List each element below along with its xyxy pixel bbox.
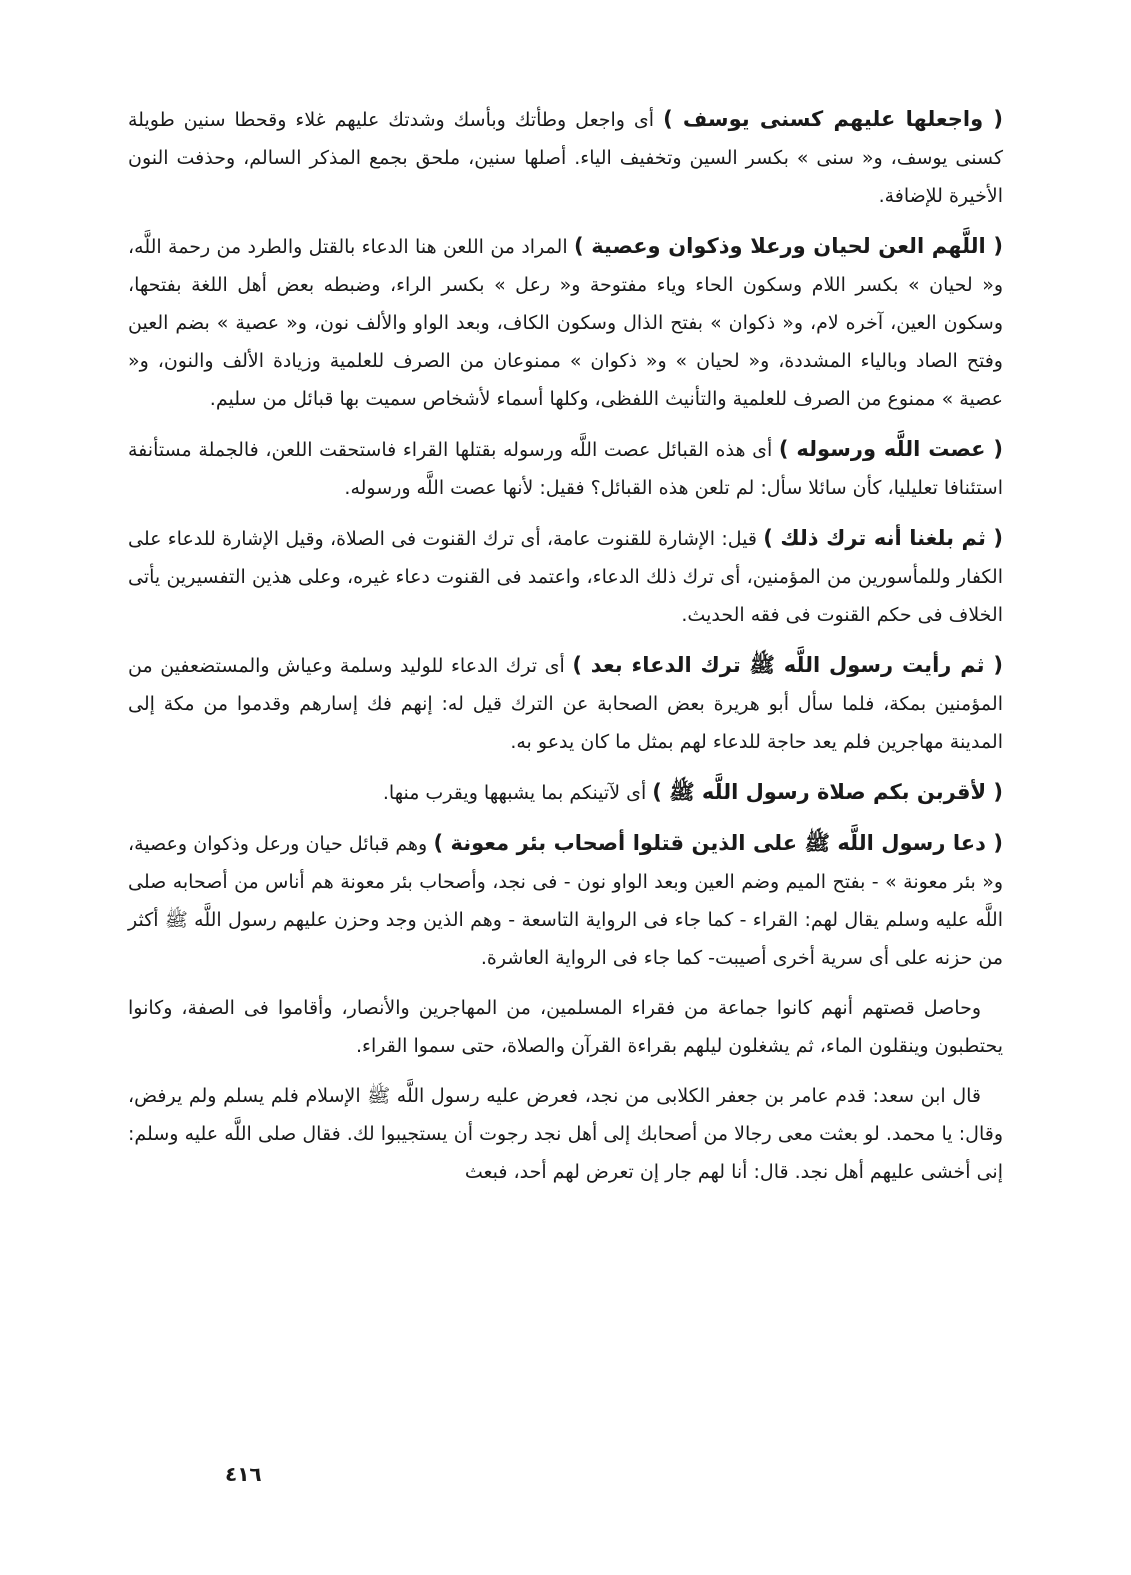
paragraph-heading: ( اللَّهم العن لحيان ورعلا وذكوان وعصية ) bbox=[573, 234, 1003, 258]
paragraph-text: أى لآتينكم بما يشبهها ويقرب منها. bbox=[382, 782, 653, 804]
paragraph-3 bbox=[128, 430, 1003, 507]
paragraph-text: أى واجعل وطأتك وبأسك وشدتك عليهم غلاء وقحطا سنين طويلة كسنى يوسف، و« سنى » بكسر السين وتخفيف الياء. أصلها سنين، ملحق بجمع المذكر السالم، وحذفت النون الأخيرة للإضافة. bbox=[128, 109, 1003, 207]
paragraph-heading: ( ثم بلغنا أنه ترك ذلك ) bbox=[763, 526, 1003, 550]
paragraph-9 bbox=[128, 1077, 1003, 1191]
page-body bbox=[128, 100, 1003, 1203]
paragraph-text: وهم قبائل حيان ورعل وذكوان وعصية، و« بئر معونة » - بفتح الميم وضم العين وبعد الواو نون - فى نجد، وأصحاب بئر معونة هم أناس من أصحابه صلى اللَّه عليه وسلم يقال لهم: القراء - كما جاء فى الرواية التاسعة - وهم الذين وجد وحزن عليهم رسول اللَّه ﷺ أكثر من حزنه على أى سرية أخرى أصيبت- كما جاء فى الرواية العاشرة. bbox=[128, 833, 1003, 969]
paragraph-heading: ( لأقربن بكم صلاة رسول اللَّه ﷺ ) bbox=[652, 780, 1003, 804]
paragraph-text: أى هذه القبائل عصت اللَّه ورسوله بقتلها القراء فاستحقت اللعن، فالجملة مستأنفة استئنافا تعليليا، كأن سائلا سأل: لم تلعن هذه القبائل؟ فقيل: لأنها عصت اللَّه ورسوله. bbox=[128, 439, 1003, 499]
paragraph-text: المراد من اللعن هنا الدعاء بالقتل والطرد من رحمة اللَّه، و« لحيان » بكسر اللام وسكون الحاء وياء مفتوحة و« رعل » بكسر الراء، وضبطه بعض أهل اللغة بفتحها، وسكون العين، آخره لام، و« ذكوان » بفتح الذال وسكون الكاف، وبعد الواو والألف نون، و« عصية » بضم العين وفتح الصاد وبالياء المشددة، و« لحيان » و« ذكوان » ممنوعان من الصرف للعلمية وزيادة الألف والنون، و« عصية » ممنوع من الصرف للعلمية والتأنيث اللفظى، وكلها أسماء لأشخاص سميت بها قبائل من سليم. bbox=[128, 236, 1003, 410]
paragraph-text: قال ابن سعد: قدم عامر بن جعفر الكلابى من نجد، فعرض عليه رسول اللَّه ﷺ الإسلام فلم يسلم ولم يرفض، وقال: يا محمد. لو بعثت معى رجالا من أصحابك إلى أهل نجد رجوت أن يستجيبوا لك. فقال صلى اللَّه عليه وسلم: إنى أخشى عليهم أهل نجد. قال: أنا لهم جار إن تعرض لهم أحد، فبعث bbox=[128, 1085, 1003, 1183]
paragraph-2 bbox=[128, 227, 1003, 418]
paragraph-text: وحاصل قصتهم أنهم كانوا جماعة من فقراء المسلمين، من المهاجرين والأنصار، وأقاموا فى الصفة، وكانوا يحتطبون وينقلون الماء، ثم يشغلون ليلهم بقراءة القرآن والصلاة، حتى سموا القراء. bbox=[128, 997, 1003, 1057]
paragraph-heading: ( ثم رأيت رسول اللَّه ﷺ ترك الدعاء بعد ) bbox=[572, 653, 1003, 677]
paragraph-8 bbox=[128, 989, 1003, 1065]
paragraph-heading: ( عصت اللَّه ورسوله ) bbox=[778, 437, 1003, 461]
paragraph-1 bbox=[128, 100, 1003, 215]
paragraph-6 bbox=[128, 773, 1003, 812]
paragraph-text: أى ترك الدعاء للوليد وسلمة وعياش والمستضعفين من المؤمنين بمكة، فلما سأل أبو هريرة بعض الصحابة عن الترك قيل له: إنهم فك إسارهم وقدموا من مكة إلى المدينة مهاجرين فلم يعد حاجة للدعاء لهم بمثل ما كان يدعو به. bbox=[128, 655, 1003, 753]
paragraph-7 bbox=[128, 824, 1003, 977]
paragraph-heading: ( دعا رسول اللَّه ﷺ على الذين قتلوا أصحاب بئر معونة ) bbox=[433, 831, 1003, 855]
paragraph-5 bbox=[128, 646, 1003, 761]
page-number: ٤١٦ bbox=[225, 1462, 262, 1486]
paragraph-text: قيل: الإشارة للقنوت عامة، أى ترك القنوت فى الصلاة، وقيل الإشارة للدعاء على الكفار وللمأسورين من المؤمنين، أى ترك ذلك الدعاء، واعتمد فى القنوت دعاء غيره، وعلى هذين التفسيرين يأتى الخلاف فى حكم القنوت فى فقه الحديث. bbox=[128, 528, 1003, 626]
paragraph-heading: ( واجعلها عليهم كسنى يوسف ) bbox=[663, 107, 1003, 131]
paragraph-4 bbox=[128, 519, 1003, 634]
